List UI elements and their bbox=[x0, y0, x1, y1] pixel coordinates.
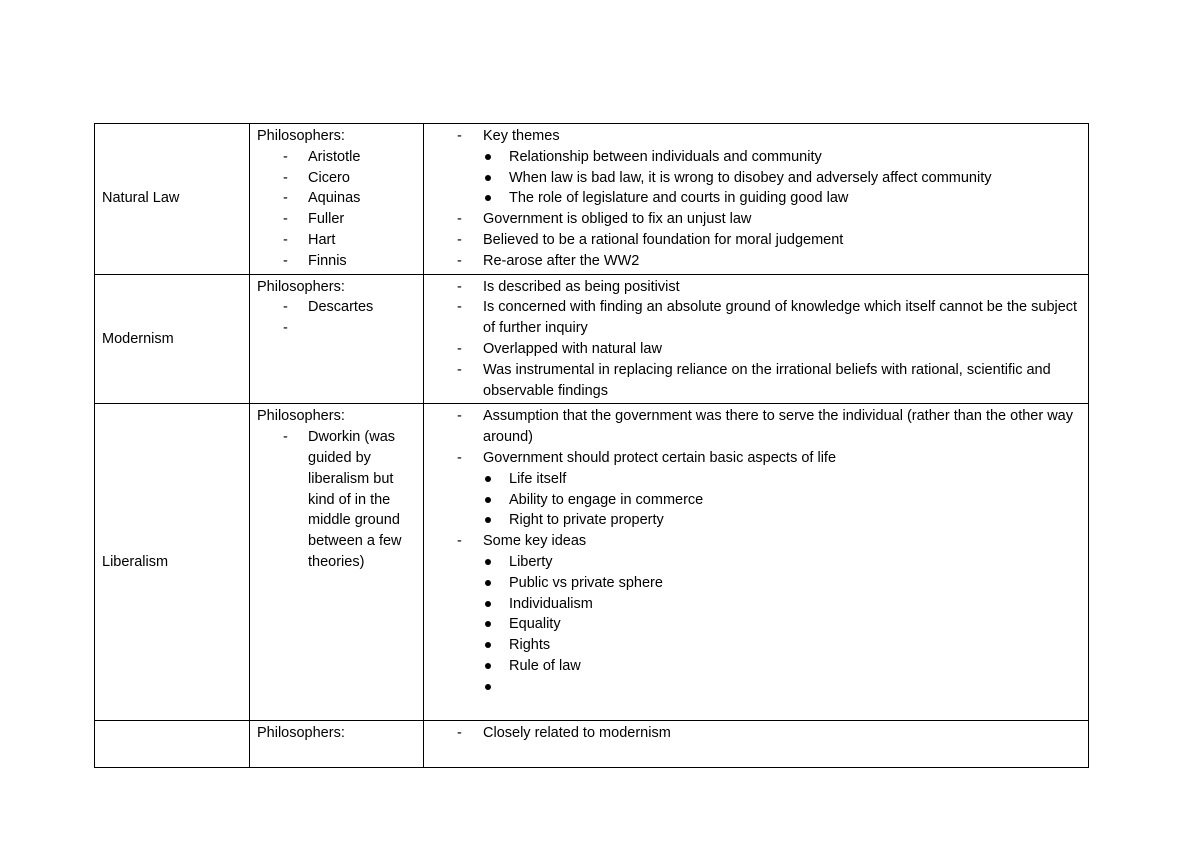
table-row bbox=[95, 124, 1089, 275]
notes-list bbox=[431, 126, 1081, 272]
list-item: - Overlapped with natural law bbox=[457, 340, 662, 357]
table-row bbox=[95, 274, 1089, 404]
bullet-dot-icon bbox=[485, 497, 491, 503]
bullet-item: Relationship between individuals and community bbox=[431, 147, 1081, 168]
list-item: - Government is obliged to fix an unjust law bbox=[457, 211, 752, 228]
notes-list bbox=[431, 406, 1081, 697]
philosophers-heading: Philosophers: bbox=[257, 725, 345, 742]
list-item: - Believed to be a rational foundation for moral judgement bbox=[457, 231, 844, 248]
topic-cell bbox=[95, 404, 250, 721]
bullet-dot-icon bbox=[485, 195, 491, 201]
bullet-dot-icon bbox=[485, 684, 491, 690]
bullet-item: The role of legislature and courts in guiding good law bbox=[431, 188, 1081, 209]
philosophers-cell bbox=[250, 274, 424, 404]
bullet-dot-icon bbox=[485, 663, 491, 669]
bullet-dot-icon bbox=[485, 175, 491, 181]
topic-cell bbox=[95, 124, 250, 275]
list-item: - Assumption that the government was there to serve the individual (rather than the other way around) bbox=[457, 408, 1073, 446]
bullet-item: When law is bad law, it is wrong to disobey and adversely affect community bbox=[431, 168, 1081, 189]
blank-line bbox=[431, 698, 1081, 719]
topic-label: Modernism bbox=[102, 330, 174, 347]
topic-label: Liberalism bbox=[102, 553, 169, 570]
list-item: - Dworkin (was guided by liberalism but kind of in the middle ground between a few theories) bbox=[283, 429, 402, 570]
philosophers-heading: Philosophers: bbox=[257, 128, 345, 144]
list-item: - Aquinas bbox=[283, 190, 361, 207]
list-item: - Hart bbox=[283, 231, 336, 248]
bullet-item bbox=[431, 677, 1081, 698]
bullet-item: Right to private property bbox=[431, 510, 1081, 531]
bullet-dot-icon bbox=[485, 580, 491, 586]
topic-cell bbox=[95, 274, 250, 404]
bullet-item: Public vs private sphere bbox=[431, 573, 1081, 594]
bullet-item: Life itself bbox=[431, 469, 1081, 490]
list-item: - Descartes bbox=[283, 299, 374, 316]
notes-cell bbox=[424, 274, 1089, 404]
topic-cell bbox=[95, 721, 250, 768]
notes-cell bbox=[424, 124, 1089, 275]
list-item: - Government should protect certain basic aspects of life bbox=[457, 449, 837, 466]
list-item: - Is described as being positivist bbox=[457, 278, 680, 295]
list-item: - bbox=[283, 320, 288, 337]
list-item: - Finnis bbox=[283, 252, 347, 269]
list-item: - Is concerned with finding an absolute ground of knowledge which itself cannot be the subject of further inquiry bbox=[457, 299, 1078, 337]
bullet-dot-icon bbox=[485, 621, 491, 627]
list-item: - Cicero bbox=[283, 169, 350, 186]
bullet-dot-icon bbox=[485, 517, 491, 523]
theories-table bbox=[94, 123, 1089, 768]
bullet-dot-icon bbox=[485, 559, 491, 565]
list-item: - Re-arose after the WW2 bbox=[457, 252, 640, 269]
bullet-item: Liberty bbox=[431, 552, 1081, 573]
table-row bbox=[95, 404, 1089, 721]
philosophers-list bbox=[257, 297, 416, 339]
list-item: - Some key ideas bbox=[457, 533, 587, 550]
list-item: - Closely related to modernism bbox=[457, 725, 671, 742]
notes-cell bbox=[424, 404, 1089, 721]
list-item: - Key themes bbox=[457, 128, 560, 144]
philosophers-cell bbox=[250, 124, 424, 275]
bullet-dot-icon bbox=[485, 642, 491, 648]
philosophers-heading: Philosophers: bbox=[257, 278, 345, 295]
philosophers-cell bbox=[250, 404, 424, 721]
list-item: - Was instrumental in replacing reliance on the irrational beliefs with rational, scientific and observable findings bbox=[457, 361, 1051, 399]
topic-label: Natural Law bbox=[102, 190, 180, 207]
list-item: - Fuller bbox=[283, 211, 345, 228]
notes-list bbox=[431, 277, 1081, 402]
bullet-dot-icon bbox=[485, 601, 491, 607]
notes-list bbox=[431, 723, 1081, 744]
philosophers-cell bbox=[250, 721, 424, 768]
blank-line bbox=[257, 744, 416, 765]
bullet-item: Ability to engage in commerce bbox=[431, 490, 1081, 511]
list-item: - Aristotle bbox=[283, 148, 361, 165]
bullet-item: Individualism bbox=[431, 594, 1081, 615]
bullet-item: Equality bbox=[431, 614, 1081, 635]
philosophers-heading: Philosophers: bbox=[257, 408, 345, 425]
bullet-item: Rights bbox=[431, 635, 1081, 656]
notes-cell bbox=[424, 721, 1089, 768]
table-row bbox=[95, 721, 1089, 768]
bullet-item: Rule of law bbox=[431, 656, 1081, 677]
bullet-dot-icon bbox=[485, 476, 491, 482]
philosophers-list bbox=[257, 427, 416, 573]
bullet-dot-icon bbox=[485, 154, 491, 160]
philosophers-list bbox=[257, 147, 416, 272]
